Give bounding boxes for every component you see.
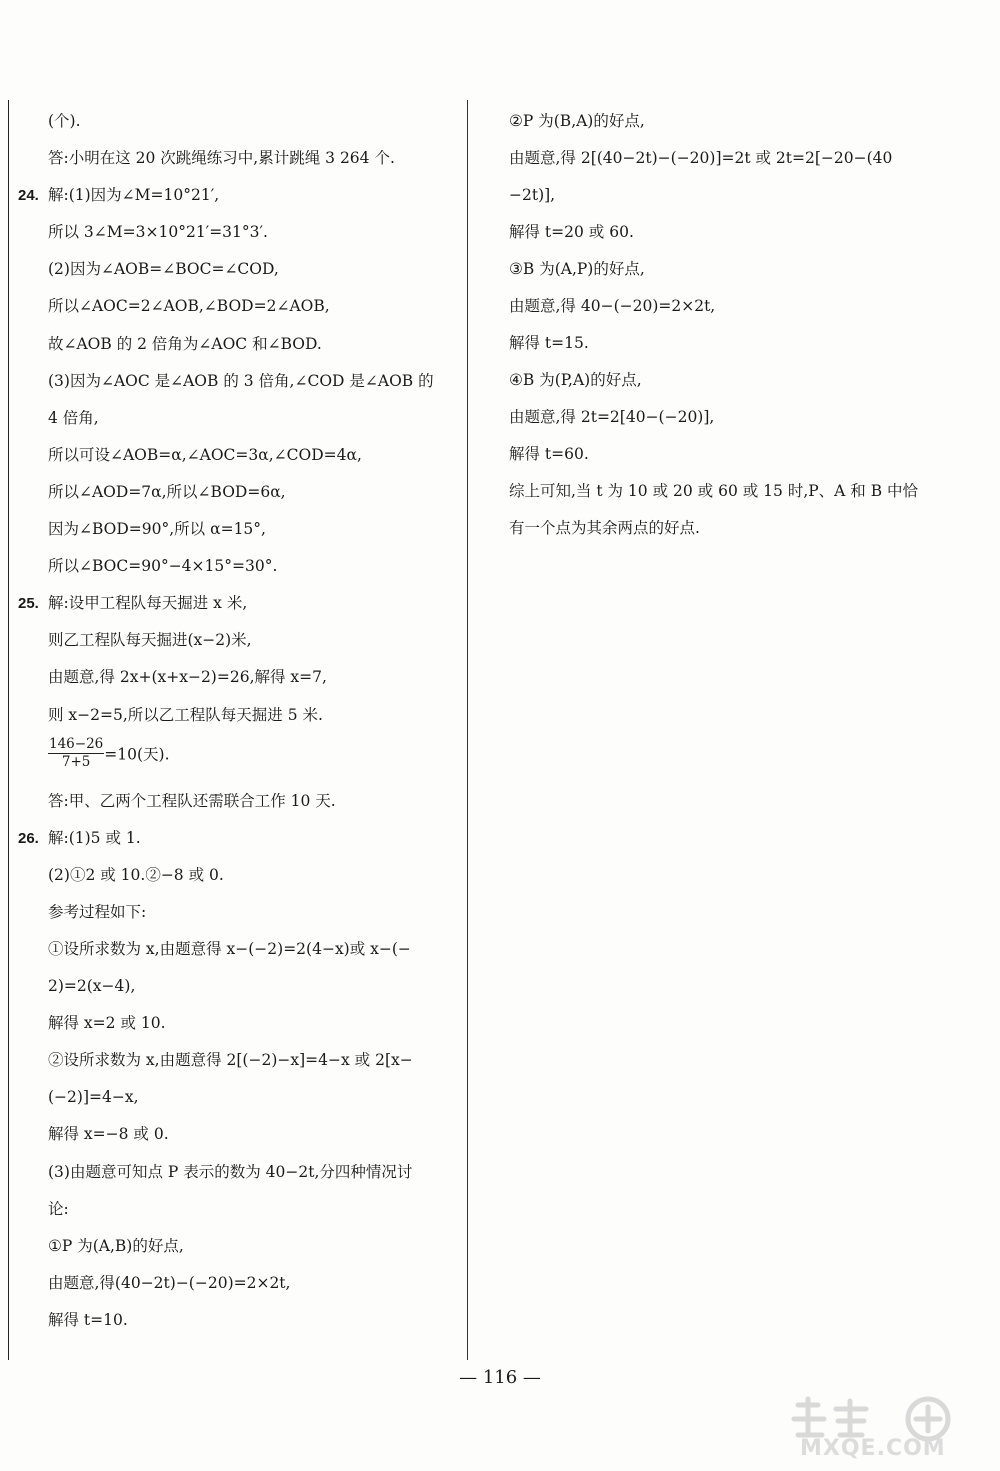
solution-line: 解得 t=10. [48,1310,128,1329]
problem-heading [18,585,463,622]
solution-line: 则 x−2=5,所以乙工程队每天掘进 5 米. [48,705,323,724]
fraction-line [18,736,463,778]
solution-line: (−2)]=4−x, [48,1088,139,1107]
solution-line: 所以∠BOC=90°−4×15°=30°. [48,557,278,576]
solution-line: 答:甲、乙两个工程队还需联合工作 10 天. [48,791,336,810]
solution-line: 由题意,得 2x+(x+x−2)=26,解得 x=7, [48,668,327,687]
solution-line: (2)①2 或 10.②−8 或 0. [48,865,224,884]
watermark-text: MXQE.COM [800,1436,946,1461]
solution-line: ②P 为(B,A)的好点, [509,112,645,130]
page-number: — 116 — [459,1367,541,1388]
solution-line: 所以∠AOC=2∠AOB,∠BOD=2∠AOB, [48,297,330,316]
left-column [18,103,463,1339]
page-edge-line [8,100,9,1360]
solution-line: 解得 x=−8 或 0. [48,1125,169,1144]
problem-heading [18,820,463,857]
solution-line: 由题意,得(40−2t)−(−20)=2×2t, [48,1273,291,1292]
fraction-numerator: 146−26 [49,735,104,752]
solution-line: 则乙工程队每天掘进(x−2)米, [48,631,252,650]
solution-line: ③B 为(A,P)的好点, [509,260,645,278]
right-column [479,103,949,547]
solution-line: 解得 t=15. [509,334,589,352]
problem-number: 24. [18,187,39,205]
solution-line: (2)因为∠AOB=∠BOC=∠COD, [48,260,279,279]
solution-line: 解得 t=20 或 60. [509,223,634,241]
solution-line: 由题意,得 2t=2[40−(−20)], [509,408,715,426]
solution-line: 答:小明在这 20 次跳绳练习中,累计跳绳 3 264 个. [48,149,395,168]
solution-line: (个). [48,112,81,130]
solution-line: 4 倍角, [48,408,99,427]
solution-line: 解得 x=2 或 10. [48,1014,166,1033]
solution-text: 解:(1)5 或 1. [48,828,141,847]
problem-heading [18,177,463,214]
problem-number: 25. [18,595,39,613]
solution-line: 参考过程如下: [48,902,147,921]
solution-line: 综上可知,当 t 为 10 或 20 或 60 或 15 时,P、A 和 B 中恰 [509,482,919,500]
fraction-denominator: 7+5 [61,753,91,770]
fraction-result: =10(天). [104,745,170,764]
solution-line: 由题意,得 2[(40−2t)−(−20)]=2t 或 2t=2[−20−(40 [509,149,893,167]
solution-line: 因为∠BOD=90°,所以 α=15°, [48,520,266,539]
solution-line: 有一个点为其余两点的好点. [509,519,700,537]
solution-line: ②设所求数为 x,由题意得 2[(−2)−x]=4−x 或 2[x− [48,1051,413,1070]
solution-line: 论: [48,1199,69,1218]
column-divider [467,100,468,1360]
solution-line: 所以 3∠M=3×10°21′=31°3′. [48,223,268,242]
problem-number: 26. [18,829,39,847]
solution-text: 解:(1)因为∠M=10°21′, [48,186,220,205]
solution-line: 由题意,得 40−(−20)=2×2t, [509,297,716,315]
solution-line: −2t)], [509,186,556,204]
solution-line: (3)由题意可知点 P 表示的数为 40−2t,分四种情况讨 [48,1162,413,1181]
solution-line: (3)因为∠AOC 是∠AOB 的 3 倍角,∠COD 是∠AOB 的 [48,371,434,390]
solution-line: 故∠AOB 的 2 倍角为∠AOC 和∠BOD. [48,334,322,353]
fraction [48,736,104,771]
solution-text: 解:设甲工程队每天掘进 x 米, [48,594,248,613]
solution-line: 解得 t=60. [509,445,589,463]
solution-line: 所以∠AOD=7α,所以∠BOD=6α, [48,482,286,501]
solution-line: 所以可设∠AOB=α,∠AOC=3α,∠COD=4α, [48,445,362,464]
solution-line: ①设所求数为 x,由题意得 x−(−2)=2(4−x)或 x−(− [48,939,411,958]
solution-line: 2)=2(x−4), [48,977,136,996]
solution-line: ④B 为(P,A)的好点, [509,371,642,389]
solution-line: ①P 为(A,B)的好点, [48,1236,184,1255]
